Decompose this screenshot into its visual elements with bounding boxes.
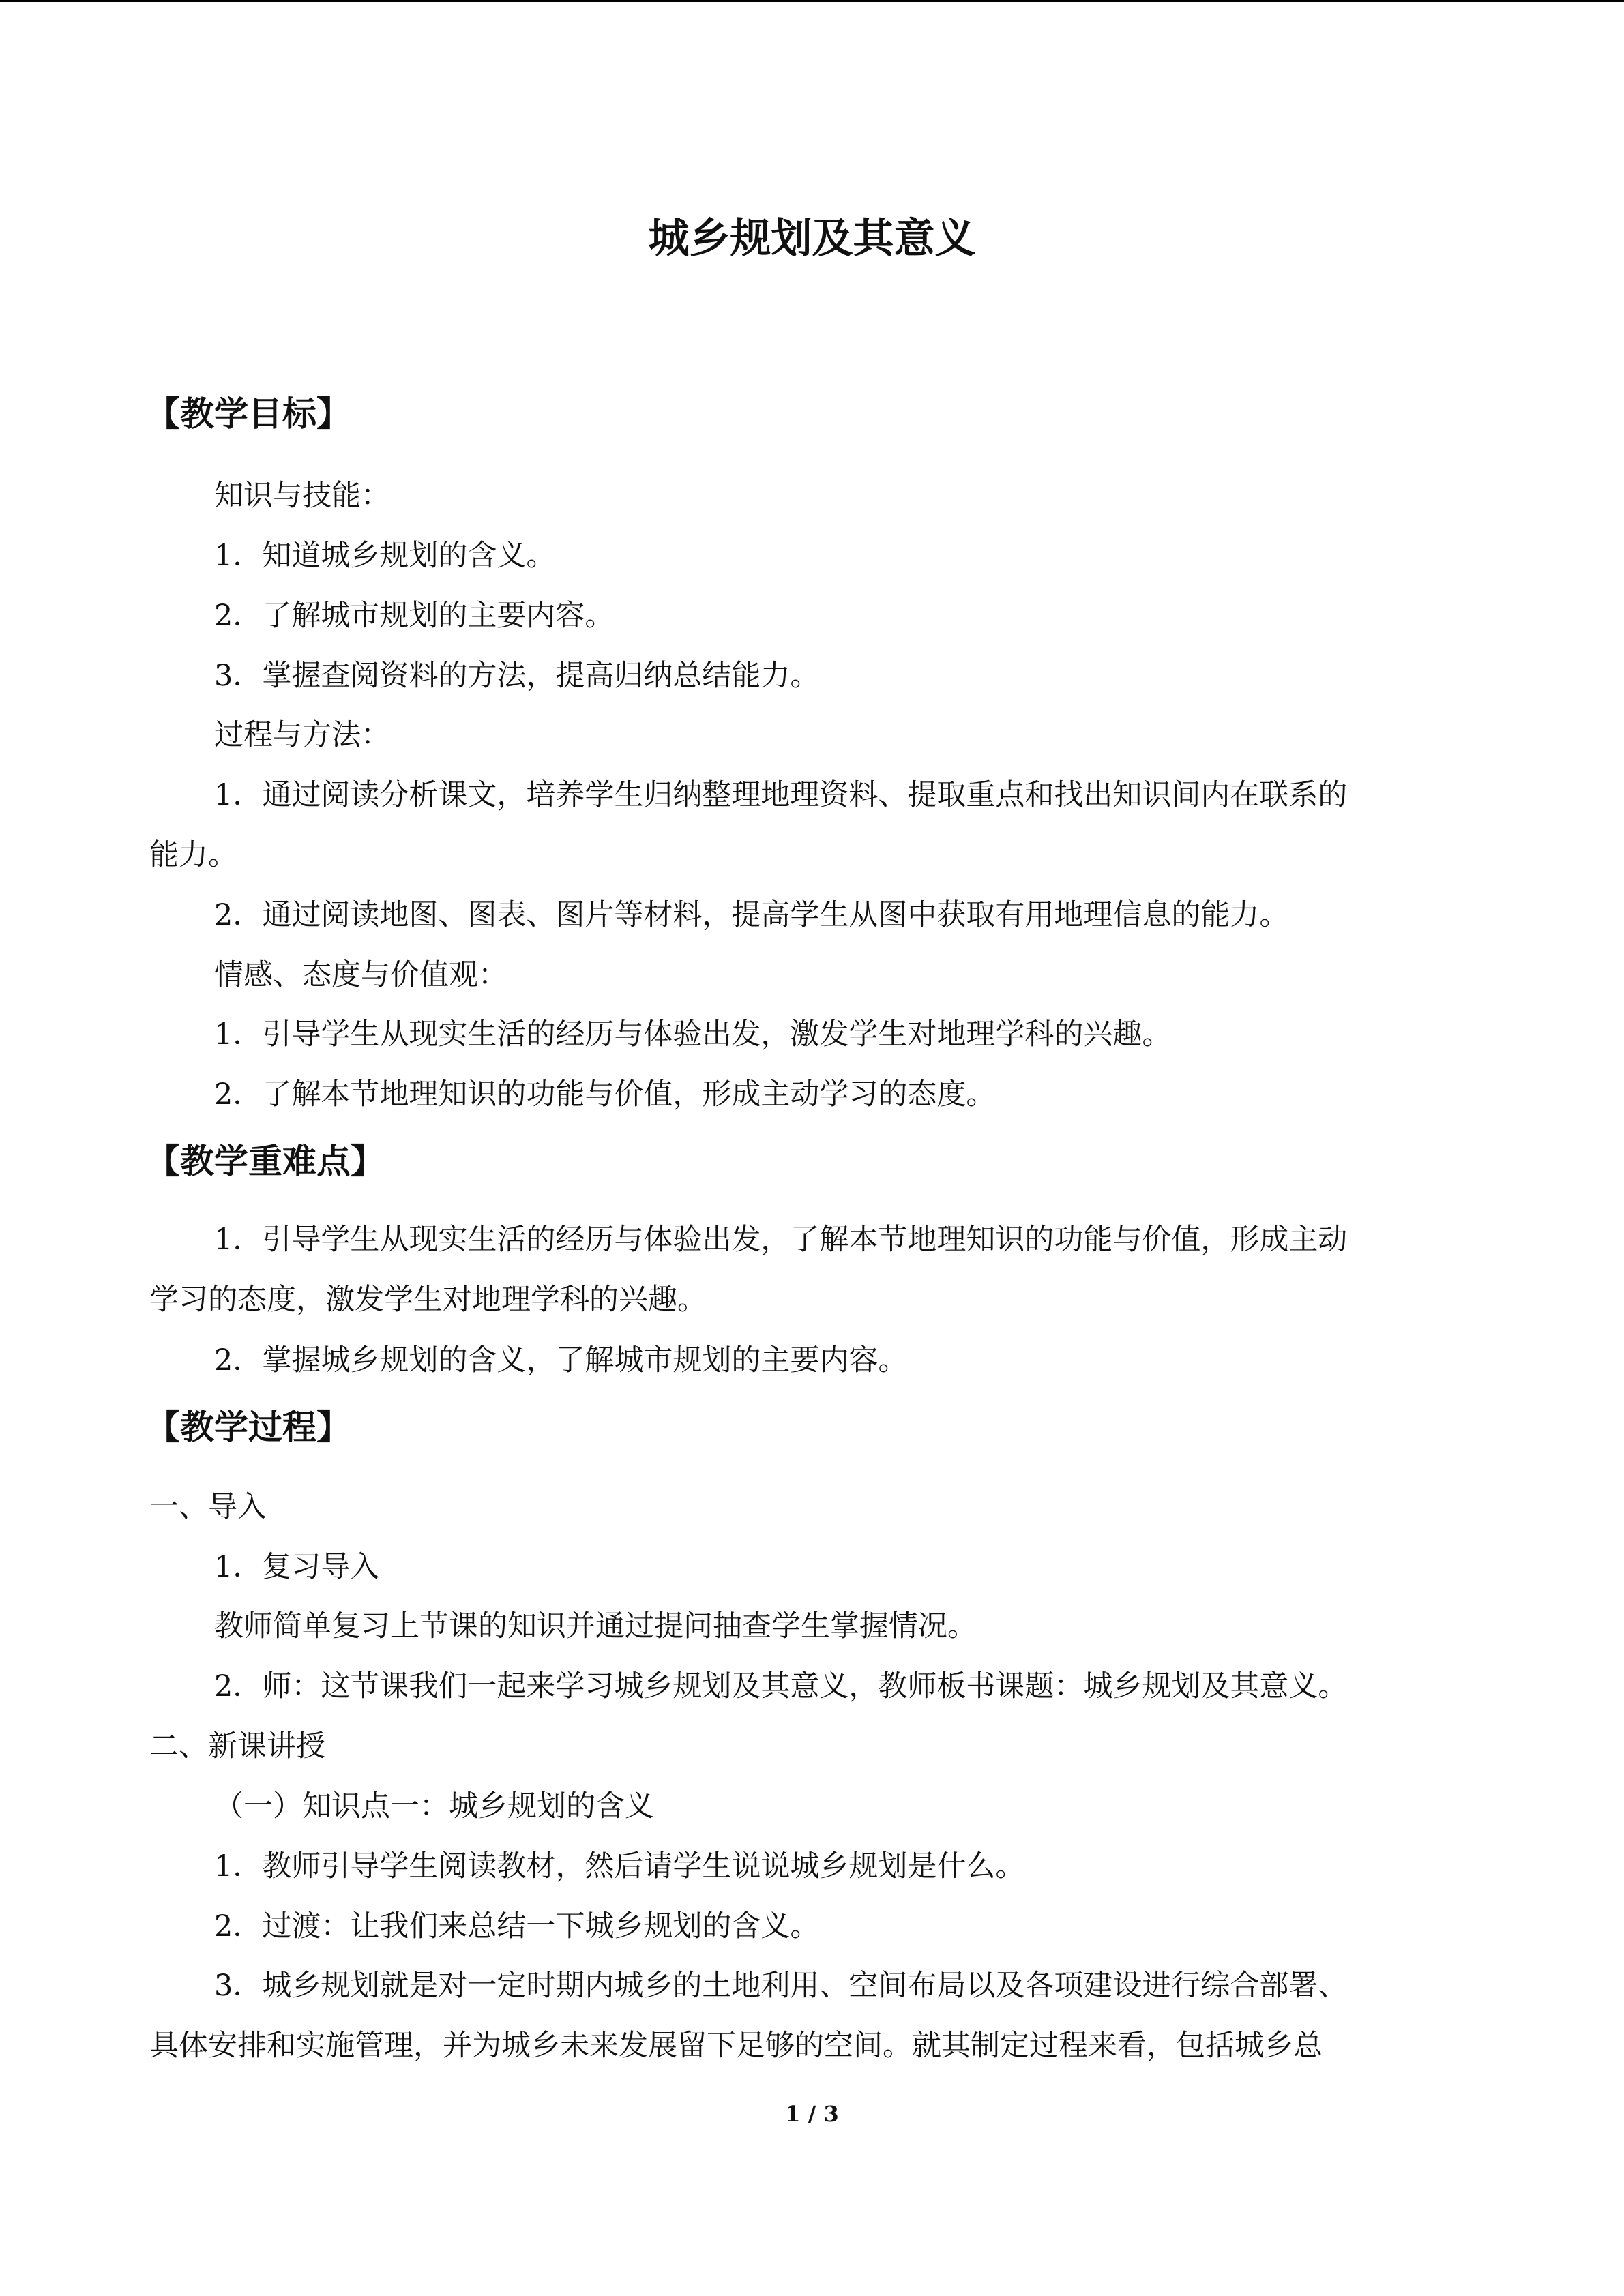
part-2-heading: 二、新课讲授: [149, 1729, 325, 1763]
process-item-1-line-2: 能力。: [149, 838, 237, 872]
key-point-1-line-2: 学习的态度，激发学生对地理学科的兴趣。: [149, 1283, 707, 1317]
knowledge-item-3: 3．掌握查阅资料的方法，提高归纳总结能力。: [214, 659, 820, 693]
section-heading-objectives: 【教学目标】: [146, 394, 351, 434]
emotion-item-2: 2．了解本节地理知识的功能与价值，形成主动学习的态度。: [214, 1077, 996, 1112]
section-heading-process: 【教学过程】: [146, 1407, 351, 1447]
knowledge-point-1-heading: （一）知识点一：城乡规划的含义: [214, 1789, 654, 1823]
knowledge-item-2: 2．了解城市规划的主要内容。: [214, 599, 615, 633]
key-point-2: 2．掌握城乡规划的含义，了解城市规划的主要内容。: [214, 1343, 908, 1377]
page-number: 1 / 3: [785, 2101, 839, 2127]
section-heading-key-points: 【教学重难点】: [146, 1142, 385, 1181]
process-item-1-line-1: 1．通过阅读分析课文，培养学生归纳整理地理资料、提取重点和找出知识间内在联系的: [214, 778, 1348, 812]
knowledge-label: 知识与技能：: [214, 479, 390, 513]
step-3-line-1: 3．城乡规划就是对一定时期内城乡的土地利用、空间布局以及各项建设进行综合部署、: [214, 1969, 1348, 2003]
intro-item-2: 2．师：这节课我们一起来学习城乡规划及其意义，教师板书课题：城乡规划及其意义。: [214, 1669, 1348, 1703]
step-2: 2．过渡：让我们来总结一下城乡规划的含义。: [214, 1909, 820, 1943]
emotion-label: 情感、态度与价值观：: [214, 958, 507, 992]
top-border: [0, 0, 1624, 2]
knowledge-item-1: 1．知道城乡规划的含义。: [214, 539, 556, 573]
process-item-2: 2．通过阅读地图、图表、图片等材料，提高学生从图中获取有用地理信息的能力。: [214, 898, 1289, 932]
intro-item-1-text: 教师简单复习上节课的知识并通过提问抽查学生掌握情况。: [214, 1609, 977, 1643]
document-title: 城乡规划及其意义: [648, 215, 976, 263]
intro-item-1: 1．复习导入: [214, 1550, 380, 1584]
process-label: 过程与方法：: [214, 718, 390, 752]
key-point-1-line-1: 1．引导学生从现实生活的经历与体验出发，了解本节地理知识的功能与价值，形成主动: [214, 1223, 1348, 1257]
step-1: 1．教师引导学生阅读教材，然后请学生说说城乡规划是什么。: [214, 1849, 1025, 1883]
step-3-line-2: 具体安排和实施管理，并为城乡未来发展留下足够的空间。就其制定过程来看，包括城乡总: [149, 2029, 1323, 2063]
part-1-heading: 一、导入: [149, 1490, 267, 1524]
emotion-item-1: 1．引导学生从现实生活的经历与体验出发，激发学生对地理学科的兴趣。: [214, 1017, 1172, 1052]
